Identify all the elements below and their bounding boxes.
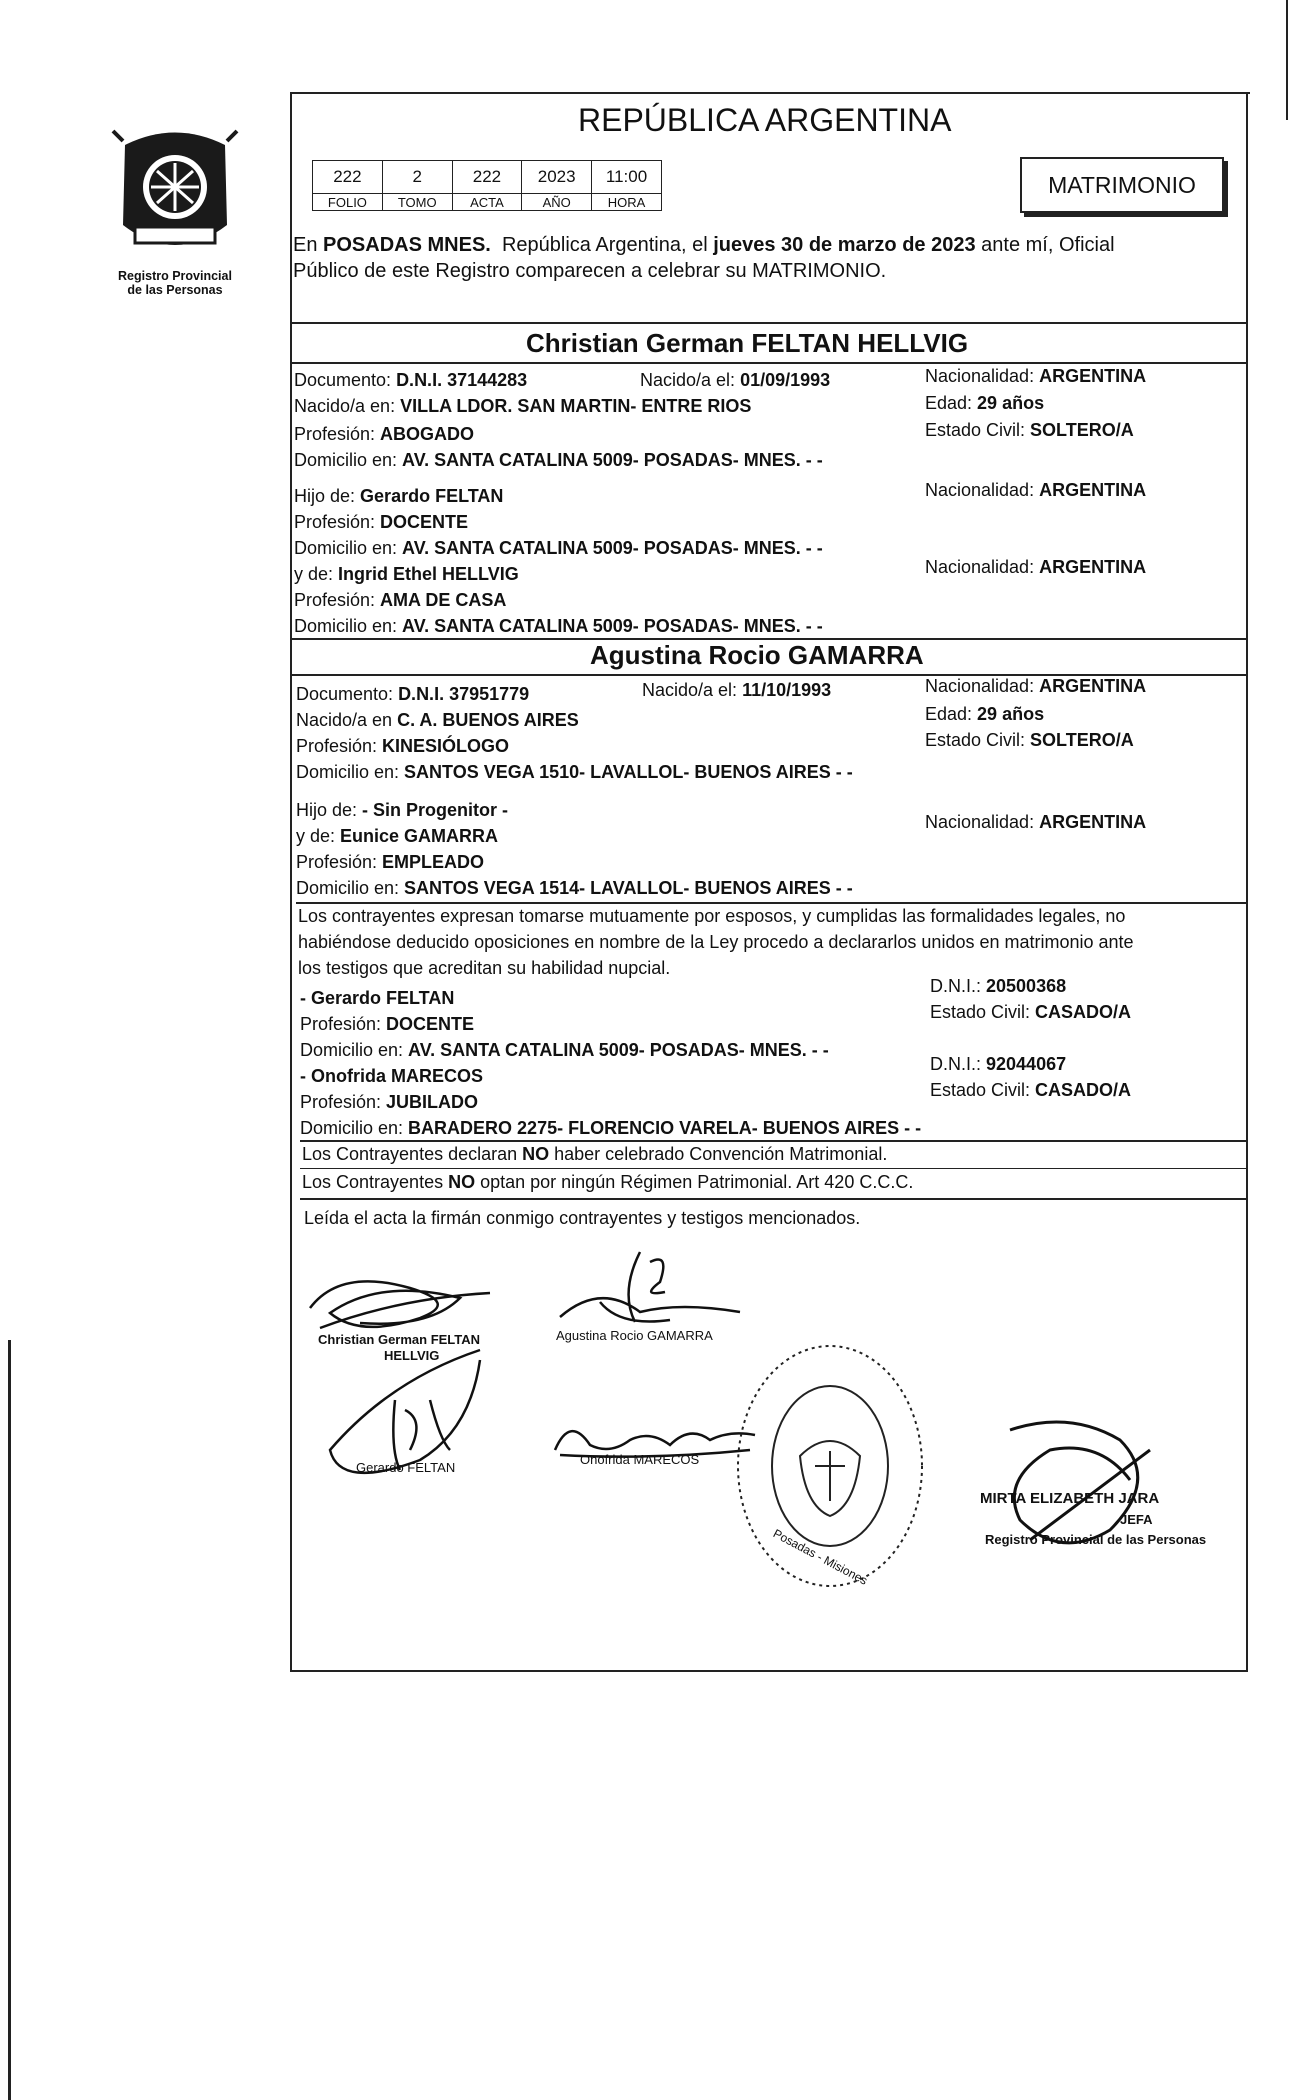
- father-prof-value: DOCENTE: [380, 512, 469, 532]
- provincial-seal-emblem: [105, 125, 245, 260]
- age-value: 29 años: [977, 393, 1045, 413]
- place-label: Nacido/a en: [296, 710, 398, 730]
- mother-nat-label: Nacionalidad:: [925, 557, 1040, 577]
- folio-value: 222: [313, 161, 383, 194]
- spouse1-civil: [925, 420, 1134, 441]
- father-value: - Sin Progenitor -: [362, 800, 509, 820]
- nat-value: ARGENTINA: [1039, 676, 1147, 696]
- spouse1-age: [925, 393, 1044, 414]
- spouse2-mother-nationality: [925, 812, 1146, 833]
- spouse2-mother-address: [296, 878, 853, 899]
- spouse1-mother-address: [294, 616, 823, 637]
- spouse1-sig-label1: Christian German FELTAN: [318, 1332, 481, 1347]
- regime2-bold: NO: [448, 1172, 476, 1192]
- official-title: JEFA: [1120, 1512, 1153, 1527]
- dni-label: D.N.I.:: [930, 976, 987, 996]
- spouse2-name: Agustina Rocio GAMARRA: [590, 640, 924, 670]
- mother-prof-label: Profesión:: [294, 590, 381, 610]
- regime-bottom-rule: [300, 1198, 1248, 1200]
- regime1-post: haber celebrado Convención Matrimonial.: [549, 1144, 888, 1164]
- nat-label: Nacionalidad:: [925, 676, 1040, 696]
- regime-line1: [302, 1144, 887, 1165]
- witness2-profession: [300, 1092, 478, 1113]
- prof-label: Profesión:: [296, 736, 383, 756]
- civil-value: CASADO/A: [1035, 1080, 1132, 1100]
- year-label: AÑO: [522, 194, 592, 211]
- age-label: Edad:: [925, 393, 978, 413]
- acta-value: 222: [452, 161, 522, 194]
- witness1-sig-label: Gerardo FELTAN: [356, 1460, 456, 1475]
- witness1-dni: [930, 976, 1066, 997]
- civil-label: Estado Civil:: [925, 730, 1031, 750]
- mother-addr-label: Domicilio en:: [296, 878, 405, 898]
- born-label: Nacido/a el:: [642, 680, 743, 700]
- spouse1-name: Christian German FELTAN HELLVIG: [526, 328, 969, 358]
- addr-label: Domicilio en:: [294, 450, 403, 470]
- logo-caption-line1: Registro Provincial: [118, 269, 232, 283]
- folio-label: FOLIO: [313, 194, 383, 211]
- country-title: REPÚBLICA ARGENTINA: [578, 102, 952, 138]
- acta-label: ACTA: [452, 194, 522, 211]
- regime2-post: optan por ningún Régimen Patrimonial. Art 420 C.C.C.: [475, 1172, 914, 1192]
- age-label: Edad:: [925, 704, 978, 724]
- frame-bottom: [290, 1670, 1248, 1672]
- prof-label: Profesión:: [300, 1092, 387, 1112]
- intro-line2: Público de este Registro comparecen a celebrar su MATRIMONIO.: [293, 260, 887, 282]
- reference-table: [312, 160, 662, 211]
- mother-nat-value: ARGENTINA: [1039, 557, 1147, 577]
- logo-caption-line2: de las Personas: [127, 283, 223, 297]
- regime1-bold: NO: [522, 1144, 550, 1164]
- spouse1-father: [294, 486, 503, 507]
- declaration-line2: habiéndose deducido oposiciones en nombre de la Ley procedo a declararlos unidos en matrimonio ante: [298, 932, 1134, 952]
- declaration-line3: los testigos que acreditan su habilidad nupcial.: [298, 958, 671, 978]
- father-addr-label: Domicilio en:: [294, 538, 403, 558]
- addr-value: AV. SANTA CATALINA 5009- POSADAS- MNES. - -: [402, 450, 823, 470]
- declaration-line1: Los contrayentes expresan tomarse mutuamente por esposos, y cumplidas las formalidades legales, no: [298, 906, 1126, 926]
- margin-line-left: [8, 1340, 11, 2100]
- act-type-label: MATRIMONIO: [1048, 171, 1196, 198]
- witness1-civil: [930, 1002, 1131, 1023]
- spouse1-mother-nationality: [925, 557, 1146, 578]
- spouse2-nationality: [925, 676, 1146, 697]
- spouse1-father-profession: [294, 512, 468, 533]
- declaration-top-rule: [296, 902, 1248, 904]
- addr-value: AV. SANTA CATALINA 5009- POSADAS- MNES. - -: [408, 1040, 829, 1060]
- spouse2-age: [925, 704, 1044, 725]
- addr-label: Domicilio en:: [300, 1040, 409, 1060]
- mother-nat-value: ARGENTINA: [1039, 812, 1147, 832]
- father-value: Gerardo FELTAN: [360, 486, 504, 506]
- frame-left: [290, 92, 292, 1672]
- mother-addr-value: AV. SANTA CATALINA 5009- POSADAS- MNES. - -: [402, 616, 823, 636]
- spouse2-signature: [540, 1242, 760, 1342]
- doc-value: D.N.I. 37144283: [396, 370, 528, 390]
- mother-value: Eunice GAMARRA: [340, 826, 499, 846]
- regime-top-rule: [300, 1140, 1248, 1142]
- spouse2-father: [296, 800, 508, 821]
- intro-pre: En: [293, 234, 324, 256]
- nat-value: ARGENTINA: [1039, 366, 1147, 386]
- spouse2-sig-label: Agustina Rocio GAMARRA: [556, 1328, 713, 1343]
- mother-nat-label: Nacionalidad:: [925, 812, 1040, 832]
- tomo-label: TOMO: [382, 194, 452, 211]
- mother-prof-label: Profesión:: [296, 852, 383, 872]
- act-type-box: [1020, 157, 1224, 213]
- prof-label: Profesión:: [300, 1014, 387, 1034]
- mother-addr-value: SANTOS VEGA 1514- LAVALLOL- BUENOS AIRES - -: [404, 878, 853, 898]
- stamp-city: Posadas - Misiones: [770, 1526, 870, 1588]
- civil-label: Estado Civil:: [930, 1002, 1036, 1022]
- prof-label: Profesión:: [294, 424, 381, 444]
- regime2-pre: Los Contrayentes: [302, 1172, 449, 1192]
- spouse2-address: [296, 762, 853, 783]
- born-value: 11/10/1993: [742, 680, 832, 700]
- witness2-name: - Onofrida MARECOS: [300, 1066, 483, 1086]
- intro-date: jueves 30 de marzo de 2023: [713, 234, 976, 256]
- addr-value: SANTOS VEGA 1510- LAVALLOL- BUENOS AIRES - -: [404, 762, 853, 782]
- father-nat-label: Nacionalidad:: [925, 480, 1040, 500]
- spouse1-nationality: [925, 366, 1146, 387]
- registry-stamp: [730, 1336, 930, 1596]
- mother-prof-value: EMPLEADO: [382, 852, 485, 872]
- born-label: Nacido/a el:: [640, 370, 741, 390]
- spouse1-mother: [294, 564, 519, 585]
- prof-value: KINESIÓLOGO: [382, 736, 510, 756]
- doc-value: D.N.I. 37951779: [398, 684, 530, 704]
- margin-line-right: [1286, 0, 1288, 120]
- spouse1-profession: [294, 424, 474, 445]
- father-nat-value: ARGENTINA: [1039, 480, 1147, 500]
- tomo-value: 2: [382, 161, 452, 194]
- place-value: VILLA LDOR. SAN MARTIN- ENTRE RIOS: [400, 396, 752, 416]
- mother-addr-label: Domicilio en:: [294, 616, 403, 636]
- frame-top: [290, 92, 1250, 94]
- prof-value: ABOGADO: [380, 424, 475, 444]
- intro-post: ante mí, Oficial: [975, 234, 1115, 256]
- civil-label: Estado Civil:: [925, 420, 1031, 440]
- spouse2-mother-profession: [296, 852, 484, 873]
- regime-line2: [302, 1172, 913, 1193]
- spouse1-father-address: [294, 538, 823, 559]
- year-value: 2023: [522, 161, 592, 194]
- official-organization: Registro Provincial de las Personas: [985, 1532, 1207, 1547]
- spouse2-profession: [296, 736, 509, 757]
- spouse1-doc: [294, 370, 527, 391]
- father-label: Hijo de:: [294, 486, 361, 506]
- witness2-address: [300, 1118, 921, 1139]
- father-addr-value: AV. SANTA CATALINA 5009- POSADAS- MNES. - -: [402, 538, 823, 558]
- civil-value: CASADO/A: [1035, 1002, 1132, 1022]
- official-name: MIRTA ELIZABETH JARA: [980, 1490, 1160, 1507]
- prof-value: DOCENTE: [386, 1014, 475, 1034]
- born-value: 01/09/1993: [740, 370, 831, 390]
- addr-label: Domicilio en:: [300, 1118, 409, 1138]
- doc-label: Documento:: [294, 370, 397, 390]
- spouse1-mother-profession: [294, 590, 506, 611]
- registry-logo: [105, 125, 245, 297]
- civil-value: SOLTERO/A: [1030, 420, 1134, 440]
- frame-right: [1246, 92, 1248, 1672]
- spouse1-address: [294, 450, 823, 471]
- spouse2-civil: [925, 730, 1134, 751]
- civil-value: SOLTERO/A: [1030, 730, 1134, 750]
- spouse1-name-rule: [290, 362, 1248, 364]
- witness2-civil: [930, 1080, 1131, 1101]
- spouse1-father-nationality: [925, 480, 1146, 501]
- mother-label: y de:: [294, 564, 339, 584]
- dni-value: 20500368: [986, 976, 1067, 996]
- place-value: C. A. BUENOS AIRES: [397, 710, 579, 730]
- spouse1-top-rule: [290, 322, 1248, 324]
- father-label: Hijo de:: [296, 800, 363, 820]
- closing-statement: Leída el acta la firmán conmigo contrayentes y testigos mencionados.: [304, 1208, 861, 1228]
- dni-label: D.N.I.:: [930, 1054, 987, 1074]
- spouse1-born: [640, 370, 830, 391]
- prof-value: JUBILADO: [386, 1092, 479, 1112]
- intro-place: POSADAS MNES.: [323, 234, 491, 256]
- mother-prof-value: AMA DE CASA: [380, 590, 507, 610]
- spouse2-born: [642, 680, 831, 701]
- intro-mid: República Argentina, el: [490, 234, 714, 256]
- hour-label: HORA: [592, 194, 662, 211]
- spouse2-mother: [296, 826, 498, 847]
- witness2-sig-label: Onofrida MARECOS: [580, 1452, 700, 1467]
- place-label: Nacido/a en:: [294, 396, 401, 416]
- age-value: 29 años: [977, 704, 1045, 724]
- spouse2-doc: [296, 684, 529, 705]
- witness1-profession: [300, 1014, 474, 1035]
- witness1-name: - Gerardo FELTAN: [300, 988, 455, 1008]
- witness1-address: [300, 1040, 829, 1061]
- spouse2-birthplace: [296, 710, 579, 731]
- dni-value: 92044067: [986, 1054, 1067, 1074]
- addr-value: BARADERO 2275- FLORENCIO VARELA- BUENOS AIRES - -: [408, 1118, 922, 1138]
- regime-mid-rule: [300, 1168, 1248, 1169]
- mother-label: y de:: [296, 826, 341, 846]
- civil-label: Estado Civil:: [930, 1080, 1036, 1100]
- spouse1-sig-label2: HELLVIG: [384, 1348, 440, 1363]
- father-prof-label: Profesión:: [294, 512, 381, 532]
- intro-line1: [293, 234, 1115, 257]
- hour-value: 11:00: [592, 161, 662, 194]
- regime1-pre: Los Contrayentes declaran: [302, 1144, 523, 1164]
- mother-value: Ingrid Ethel HELLVIG: [338, 564, 519, 584]
- witness2-dni: [930, 1054, 1066, 1075]
- nat-label: Nacionalidad:: [925, 366, 1040, 386]
- spouse1-birthplace: [294, 396, 751, 417]
- doc-label: Documento:: [296, 684, 399, 704]
- addr-label: Domicilio en:: [296, 762, 405, 782]
